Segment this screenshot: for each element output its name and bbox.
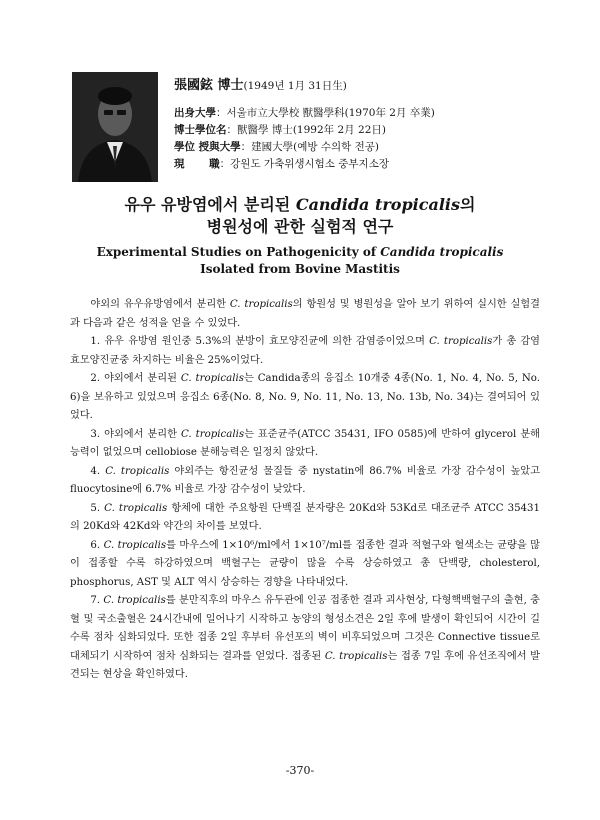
paragraph-text: 의 항원성 및 병원성을 알아 보기 위하여 실시한 실험결과 다음과 같은 성적을 얻을 수 있었다. — [70, 299, 540, 329]
bio-label: 學位 授與大學 — [174, 141, 241, 153]
bio-position: 現 職：강원도 가축위생시험소 중부지소장 — [174, 158, 389, 170]
abstract-paragraph — [70, 370, 540, 426]
species-name: C. tropicalis — [103, 595, 166, 606]
paragraph-text: 를 분만직후의 마우스 유두관에 인공 접종한 결과 괴사현상, 다형핵백혈구의 출현, 충혈 및 국소출혈은 24시간내에 일어나기 시작하고 농양의 형성소견은 2일 후에 발생이 확인되어 시간이 길수록 점차 심화되었다. 또한 접종 2일 후부터 유선포의 벽이 비후되었으며 그것은 Connective tissue로 대체되기 시작하여 점차 심화되는 결과를 얻었다. 접종된 — [70, 595, 540, 662]
bio-university: 學位 授與大學：建國大學(예방 수의학 전공) — [174, 141, 380, 153]
bio-degree: 博士學位名：獸醫學 博士(1992年 2月 22日) — [174, 124, 386, 136]
paragraph-text: 6. — [90, 539, 104, 551]
page-number: -370- — [285, 764, 315, 777]
bio-value: 建國大學(예방 수의학 전공) — [251, 141, 380, 153]
paragraph-text: 4. — [90, 465, 106, 477]
species-name: C. tropicalis — [181, 428, 245, 440]
species-name: C. tropicalis — [105, 465, 170, 477]
author-bio — [174, 74, 574, 173]
paragraph-text: 는 접종 7일 후에 유선조직에서 발견되는 현상을 확인하였다. — [70, 650, 541, 680]
paragraph-text: 1. 유우 유방염 원인중 5.3%의 분방이 효모양진균에 의한 감염증이었으며 — [90, 336, 430, 347]
abstract-paragraph — [70, 463, 540, 500]
abstract-paragraph — [70, 592, 540, 685]
bio-education: 出身大學：서울市立大學校 獸醫學科(1970年 2月 卒業) — [174, 107, 435, 119]
author-name-line — [174, 74, 574, 93]
bio-value: 강원도 가축위생시험소 중부지소장 — [230, 158, 389, 170]
ko-title-suffix: 의 — [459, 195, 476, 214]
paragraph-text: 2. 야외에서 분리된 — [90, 373, 181, 384]
ko-title-text: 유우 유방염에서 분리된 — [124, 195, 296, 214]
english-title — [0, 244, 600, 278]
korean-title — [0, 194, 600, 238]
abstract-paragraph — [70, 296, 540, 333]
bio-value: 서울市立大學校 獸醫學科(1970年 2月 卒業) — [226, 107, 435, 119]
author-photo — [72, 72, 158, 182]
ko-title-line2: 병원성에 관한 실험적 연구 — [206, 217, 394, 236]
abstract-paragraph — [70, 426, 540, 463]
paragraph-text: 가 총 감염 효모양진균중 차지하는 비율은 25%이었다. — [70, 336, 540, 366]
paragraph-text: 야외의 유우유방염에서 분리한 — [90, 299, 230, 310]
abstract-body — [70, 296, 540, 685]
author-name: 張國鉉 博士 — [174, 78, 244, 93]
species-name: C. tropicalis — [180, 373, 244, 384]
paragraph-text: 5. — [90, 502, 105, 514]
species-name: C. tropicalis — [104, 502, 168, 514]
species-name: C. tropicalis — [103, 539, 167, 551]
species-name: C. tropicalis — [229, 299, 293, 310]
bio-label: 現 職 — [174, 158, 220, 170]
bio-label: 出身大學 — [174, 107, 216, 119]
bio-value: 獸醫學 博士(1992年 2月 22日) — [237, 124, 386, 136]
paragraph-text: 는 표준균주(ATCC 35431, IFO 0585)에 반하여 glycerol 분해능력이 없었으며 cellobiose 분해능력은 일정치 않았다. — [70, 428, 540, 458]
species-name: C. tropicalis — [429, 336, 493, 347]
paragraph-text: 를 마우스에 1×10⁶/ml에서 1×10⁷/ml를 접종한 결과 적혈구와 혈색소는 균량을 많이 접종할 수록 하강하였으며 백혈구는 균량이 많을 수록 상승하였고 총 단백량, cholesterol, phosphorus, AST 및 ALT 역시 상승하는 경향을 나타내었다. — [70, 539, 540, 588]
abstract-paragraph — [70, 537, 540, 593]
paragraph-text: 항체에 대한 주요항원 단백질 분자량은 20Kd와 53Kd로 대조균주 ATCC 35431의 20Kd와 42Kd와 약간의 차이를 보였다. — [70, 502, 540, 532]
ko-title-species: Candida tropicalis — [295, 195, 460, 214]
paragraph-text: 야외주는 항진균성 물질들 중 nystatin에 86.7% 비율로 가장 감수성이 높았고 fluocytosine에 6.7% 비율로 가장 감수성이 낮았다. — [70, 465, 540, 495]
bio-label: 博士學位名 — [174, 124, 227, 136]
en-title-text: Experimental Studies on Pathogenicity of — [96, 245, 381, 259]
abstract-paragraph — [70, 500, 540, 537]
en-title-species: Candida tropicalis — [380, 245, 504, 259]
paragraph-text: 3. 야외에서 분리한 — [90, 428, 181, 440]
species-name: C. tropicalis — [324, 650, 388, 662]
abstract-paragraph — [70, 333, 540, 370]
paragraph-text: 는 Candida종의 응집소 10개중 4종(No. 1, No. 4, No. 5, No. 6)을 보유하고 있었으며 응집소 6종(No. 8, No. 9, No. 11, No. 13, No. 13b, No. 34)는 결여되어 있었다. — [70, 373, 541, 421]
author-dob: (1949년 1月 31日生) — [243, 80, 347, 92]
paragraph-text: 7. — [90, 595, 104, 606]
en-title-line2: Isolated from Bovine Mastitis — [200, 262, 400, 276]
